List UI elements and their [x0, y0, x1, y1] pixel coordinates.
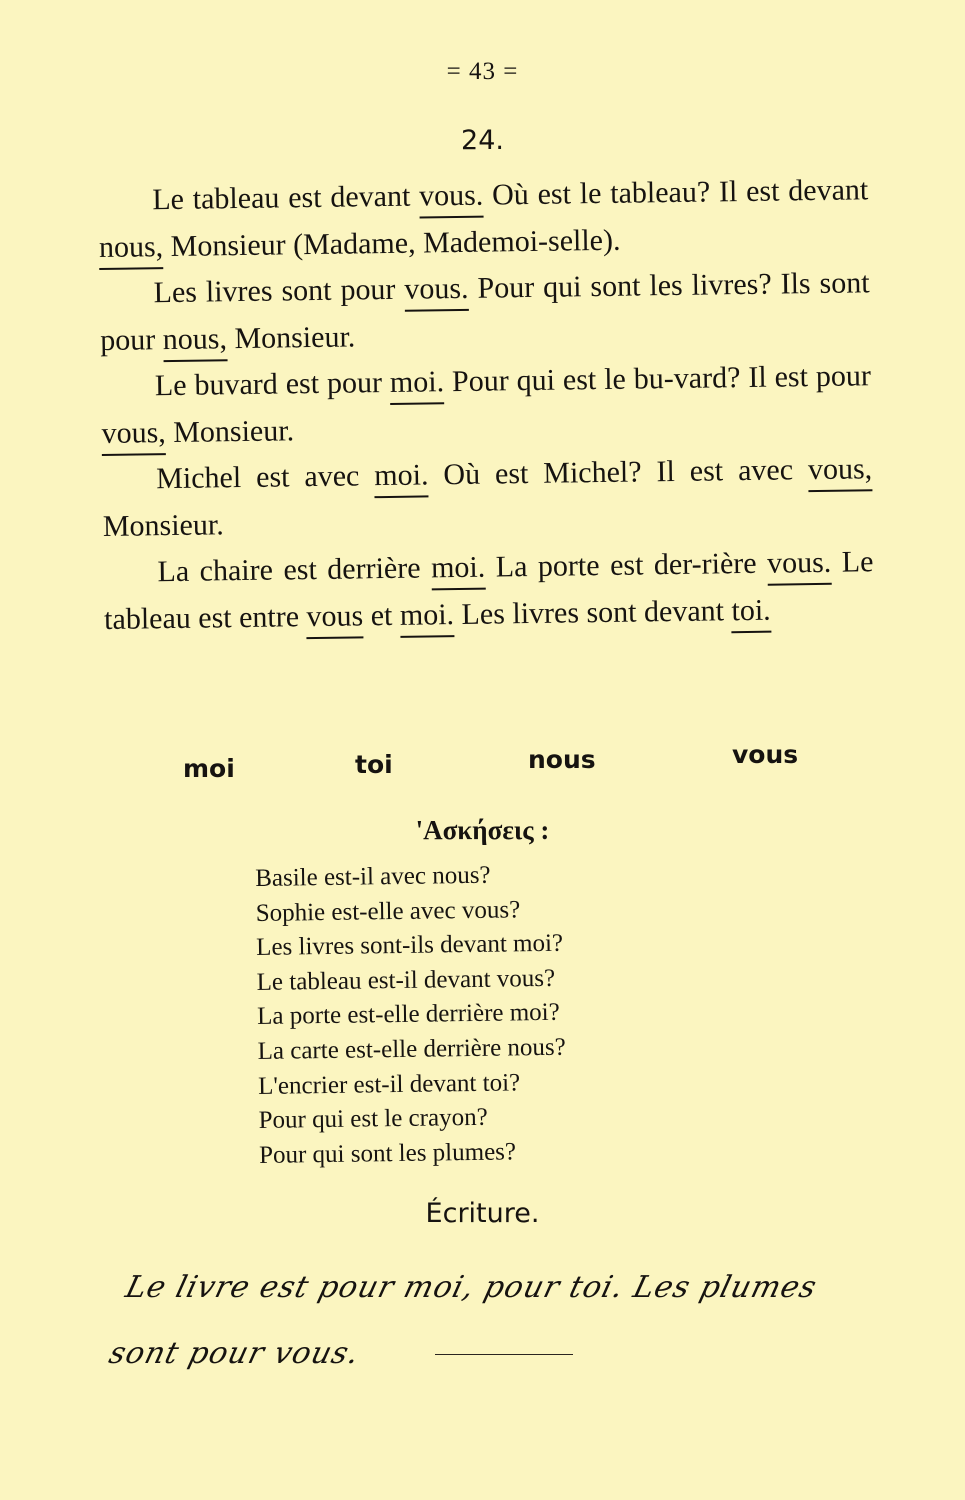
- question-item: La carte est-elle derrière nous?: [257, 1033, 566, 1065]
- lesson-text: [98, 167, 874, 643]
- pronoun-list: [0, 742, 965, 786]
- text-run: Les livres sont pour: [153, 272, 405, 310]
- text-run: et: [362, 598, 401, 632]
- lesson-number: 24.: [461, 125, 504, 156]
- underlined-pronoun: moi.: [431, 551, 486, 591]
- text-run: Le buvard est pour: [154, 365, 391, 403]
- exercise-questions: [255, 856, 719, 1174]
- exercises-heading: 'Ασκήσεις :: [415, 815, 550, 845]
- underlined-pronoun: nous,: [99, 230, 164, 270]
- text-run: Le tableau est entre: [103, 545, 874, 636]
- text-paragraph: [103, 539, 874, 643]
- underlined-pronoun: vous.: [419, 179, 484, 219]
- underlined-pronoun: nous,: [163, 322, 228, 362]
- text-paragraph: [98, 167, 869, 271]
- question-item: Les livres sont-ils devant moi?: [256, 929, 564, 962]
- text-run: Où est le tableau? Il est devant: [483, 173, 869, 212]
- question-item: Pour qui est le crayon?: [258, 1103, 488, 1135]
- text-run: Où est Michel? Il est avec: [428, 453, 809, 492]
- text-run: Monsieur.: [226, 319, 356, 355]
- writing-rule: [435, 1354, 573, 1355]
- handwriting-sample: [102, 1255, 915, 1387]
- question-item: Pour qui sont les plumes?: [258, 1138, 517, 1169]
- writing-heading: Écriture.: [425, 1198, 540, 1229]
- question-item: La porte est-elle derrière moi?: [256, 999, 560, 1031]
- text-run: Monsieur.: [165, 413, 295, 449]
- underlined-pronoun: vous,: [808, 452, 873, 492]
- text-run: La chaire est derrière: [157, 551, 432, 589]
- page-number: = 43 =: [446, 58, 519, 85]
- text-run: Pour qui sont les livres? Ils sont pour: [100, 266, 870, 357]
- question-item: Le tableau est-il devant vous?: [256, 964, 556, 996]
- pronoun-moi: moi: [183, 754, 235, 783]
- underlined-pronoun: moi.: [374, 458, 429, 498]
- text-run: Le tableau est devant: [152, 179, 420, 217]
- underlined-pronoun: vous: [306, 599, 363, 639]
- text-run: Monsieur.: [102, 507, 224, 543]
- question-item: Basile est-il avec nous?: [255, 861, 491, 892]
- pronoun-vous: vous: [732, 740, 799, 769]
- text-paragraph: [101, 353, 872, 457]
- underlined-pronoun: moi.: [400, 598, 455, 638]
- text-run: Les livres sont devant: [453, 593, 732, 631]
- text-run: Monsieur (Madame, Mademoi-selle).: [162, 223, 621, 263]
- underlined-pronoun: vous.: [767, 546, 832, 586]
- question-item: L'encrier est-il devant toi?: [257, 1068, 521, 1100]
- question-item: Sophie est-elle avec vous?: [255, 895, 521, 927]
- underlined-pronoun: vous,: [101, 416, 166, 456]
- underlined-pronoun: vous.: [404, 272, 469, 312]
- text-run: Pour qui est le bu-vard? Il est pour: [443, 359, 872, 399]
- underlined-pronoun: moi.: [390, 365, 445, 405]
- pronoun-nous: nous: [528, 745, 596, 774]
- handwriting-line: sont pour vous.: [105, 1336, 364, 1371]
- text-paragraph: [99, 260, 870, 364]
- handwriting-line: Le livre est pour moi, pour toi. Les plumes: [121, 1270, 821, 1305]
- text-run: Michel est avec: [155, 459, 375, 496]
- text-paragraph: [102, 446, 873, 550]
- underlined-pronoun: toi.: [731, 593, 771, 633]
- text-run: La porte est der-rière: [485, 546, 768, 584]
- pronoun-toi: toi: [355, 750, 393, 779]
